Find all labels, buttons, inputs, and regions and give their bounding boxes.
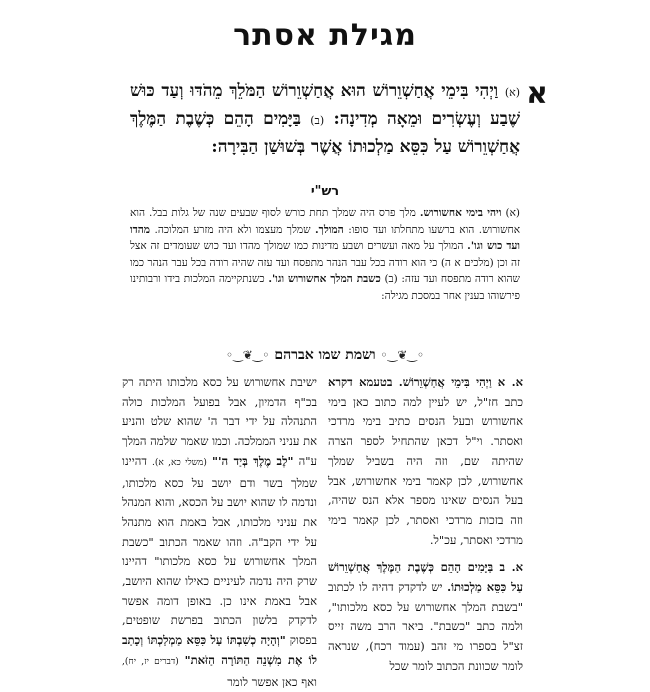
commentary-paragraph — [122, 373, 317, 692]
commentary-paragraph — [328, 373, 523, 550]
rashi-dibur-hamatchil: המולך. — [315, 223, 344, 236]
rashi-text: המולך על מאה ועשרים ושבע מדינות כמו שמולך מהדו ועד כוש שעומדים זה אצל זה וכן (מלכים א ה) כי הוא רודה בכל עבר הנהר מתפסח ועד עזה שהיה רודה בכל עבר הנהר כמו שהוא רודה מתפסח ועד עזה: — [130, 240, 520, 285]
source-reference: (משלי כא, א). — [152, 457, 207, 468]
page-title: מגילת אסתר — [233, 18, 417, 53]
ornament-icon: ◦‿❦‿◦ — [380, 348, 425, 362]
source-reference: (דברים יז, יח), — [122, 656, 179, 667]
rashi-text: כשנתקיימה המלכות בידו ורבותינו פירשוהו בענין אחר במסכת מגילה: — [130, 273, 520, 302]
rashi-number: (ב) — [384, 273, 398, 285]
paragraph-text: דהיינו שמלך בשר ודם יושב על כסא מלכותו, ונדמה לו שהוא יושב על הכסא, והוא המנהל את עניני מלכותו, אבל באמת הוא מתנהל על ידי הקב"ה. וזהו שאמר הכתוב "כשבת המלך אחשורוש על כסא מלכותו" דהיינו שרק היה נדמה לעיניים כאילו שהוא היושב, אבל באמת אינו כן. באופן דומה אפשר לדקדק בלשון הכתוב בפרשת שופטים, בפסוק — [122, 453, 317, 648]
paragraph-label: א. א — [497, 375, 524, 389]
paragraph-heading: וַיְהִי בִּימֵי אֲחַשְׁוֵרוֹשׁ. בטעמא דקרא — [328, 375, 492, 389]
commentary-column-left — [122, 373, 318, 689]
verse-text — [130, 78, 520, 160]
rashi-commentary — [130, 205, 520, 304]
commentary-paragraph — [328, 558, 523, 676]
quote: "לֶב מֶלֶךְ בְּיַד ה'" — [212, 453, 294, 468]
section-separator — [0, 347, 650, 364]
verse-number: (ב) — [310, 114, 325, 127]
quote: "וְהָיָה כְשִׁבְתּוֹ עַל כִּסֵּא מַמְלַכְתּוֹ וְכָתַב לוֹ אֶת מִשְׁנֵה הַתּוֹרָה הַזֹּאת" — [122, 633, 317, 667]
verse-number: (א) — [504, 86, 521, 99]
paragraph-text: יש לדקדק דהיה לו לכתוב "בשבת המלך אחשורוש על כסא מלכותו", ולמה כתב "כשבת". ביאר הרב משה זייס זצ"ל בספרו מי זהב (עמוד רכח), שנראה לומר שכוונת הכתוב לומר שכל — [328, 580, 523, 673]
rashi-dibur-hamatchil: מהדו ועד כוש וגו'. — [130, 223, 520, 252]
rashi-text: שמלך מעצמו ולא היה מזרע המלוכה. — [154, 223, 311, 236]
paragraph-text: ואף כאן אפשר לומר — [227, 674, 317, 689]
rashi-dibur-hamatchil: כשבת המלך אחשורוש וגו'. — [268, 273, 381, 285]
paragraph-text: כתב חז"ל, יש לעיין למה כתוב כאן בימי אחשורוש ובעל הנסים כתיב בימי מרדכי ואסתר. וי"ל דכאן שהתחיל לספר הצרה שהיתה שם, וזה היה בשביל שמלך אחשורוש, לכן קאמר בימי אחשורוש, אבל בעל הנסים שאינו מספר אלא הנס שהיה, וזה בזכות מרדכי ואסתר, לכן קאמר בימי מרדכי ואסתר, עכ"ל. — [328, 394, 523, 547]
verse-1: וַיְהִי בִּימֵי אֲחַשְׁוֵרוֹשׁ הוּא אֲחַשְׁוֵרוֹשׁ הַמֹּלֵךְ מֵהֹדּוּ וְעַד כּוּשׁ שֶׁבַע וְעֶשְׂרִים וּמֵאָה מְדִינָה: — [130, 81, 521, 129]
paragraph-text: ישיבת אחשורוש על כסא מלכותו היתה רק בכ"ף הדמיון, אבל בפועל המלכות כולה התנהלה על ידי דבר ה' שהוא שלט והניע את עניני הממלכה. וכמו שאמר שלמה המלך ע"ה — [122, 375, 318, 468]
section-title: ושמת שמו אברהם — [274, 347, 376, 363]
ornament-icon: ◦‿❦‿◦ — [225, 348, 270, 362]
paragraph-heading: בַּיָּמִים הָהֵם כְּשֶׁבֶת הַמֶּלֶךְ אֲחַשְׁוֵרוֹשׁ עַל כִּסֵּא מַלְכוּתוֹ. — [328, 560, 523, 595]
paragraph-label: א. ב — [499, 560, 524, 575]
verse-2: בַּיָּמִים הָהֵם כְּשֶׁבֶת הַמֶּלֶךְ אֲחַשְׁוֵרוֹשׁ עַל כִּסֵּא מַלְכוּתוֹ אֲשֶׁר בְּשׁוּשַׁן הַבִּירָה: — [130, 109, 520, 157]
commentary-column-right — [328, 373, 524, 673]
rashi-heading: רש"י — [310, 184, 340, 199]
rashi-dibur-hamatchil: ויהי בימי אחשורוש. — [419, 207, 502, 219]
chapter-letter: א — [526, 76, 548, 111]
rashi-number: (א) — [505, 207, 521, 219]
rashi-text: מלך פרס היה שמלך תחת כורש לסוף שבעים שנה של גלות בבל. הוא אחשורוש. הוא ברשעו מתחלתו ועד סופו: — [130, 207, 521, 236]
